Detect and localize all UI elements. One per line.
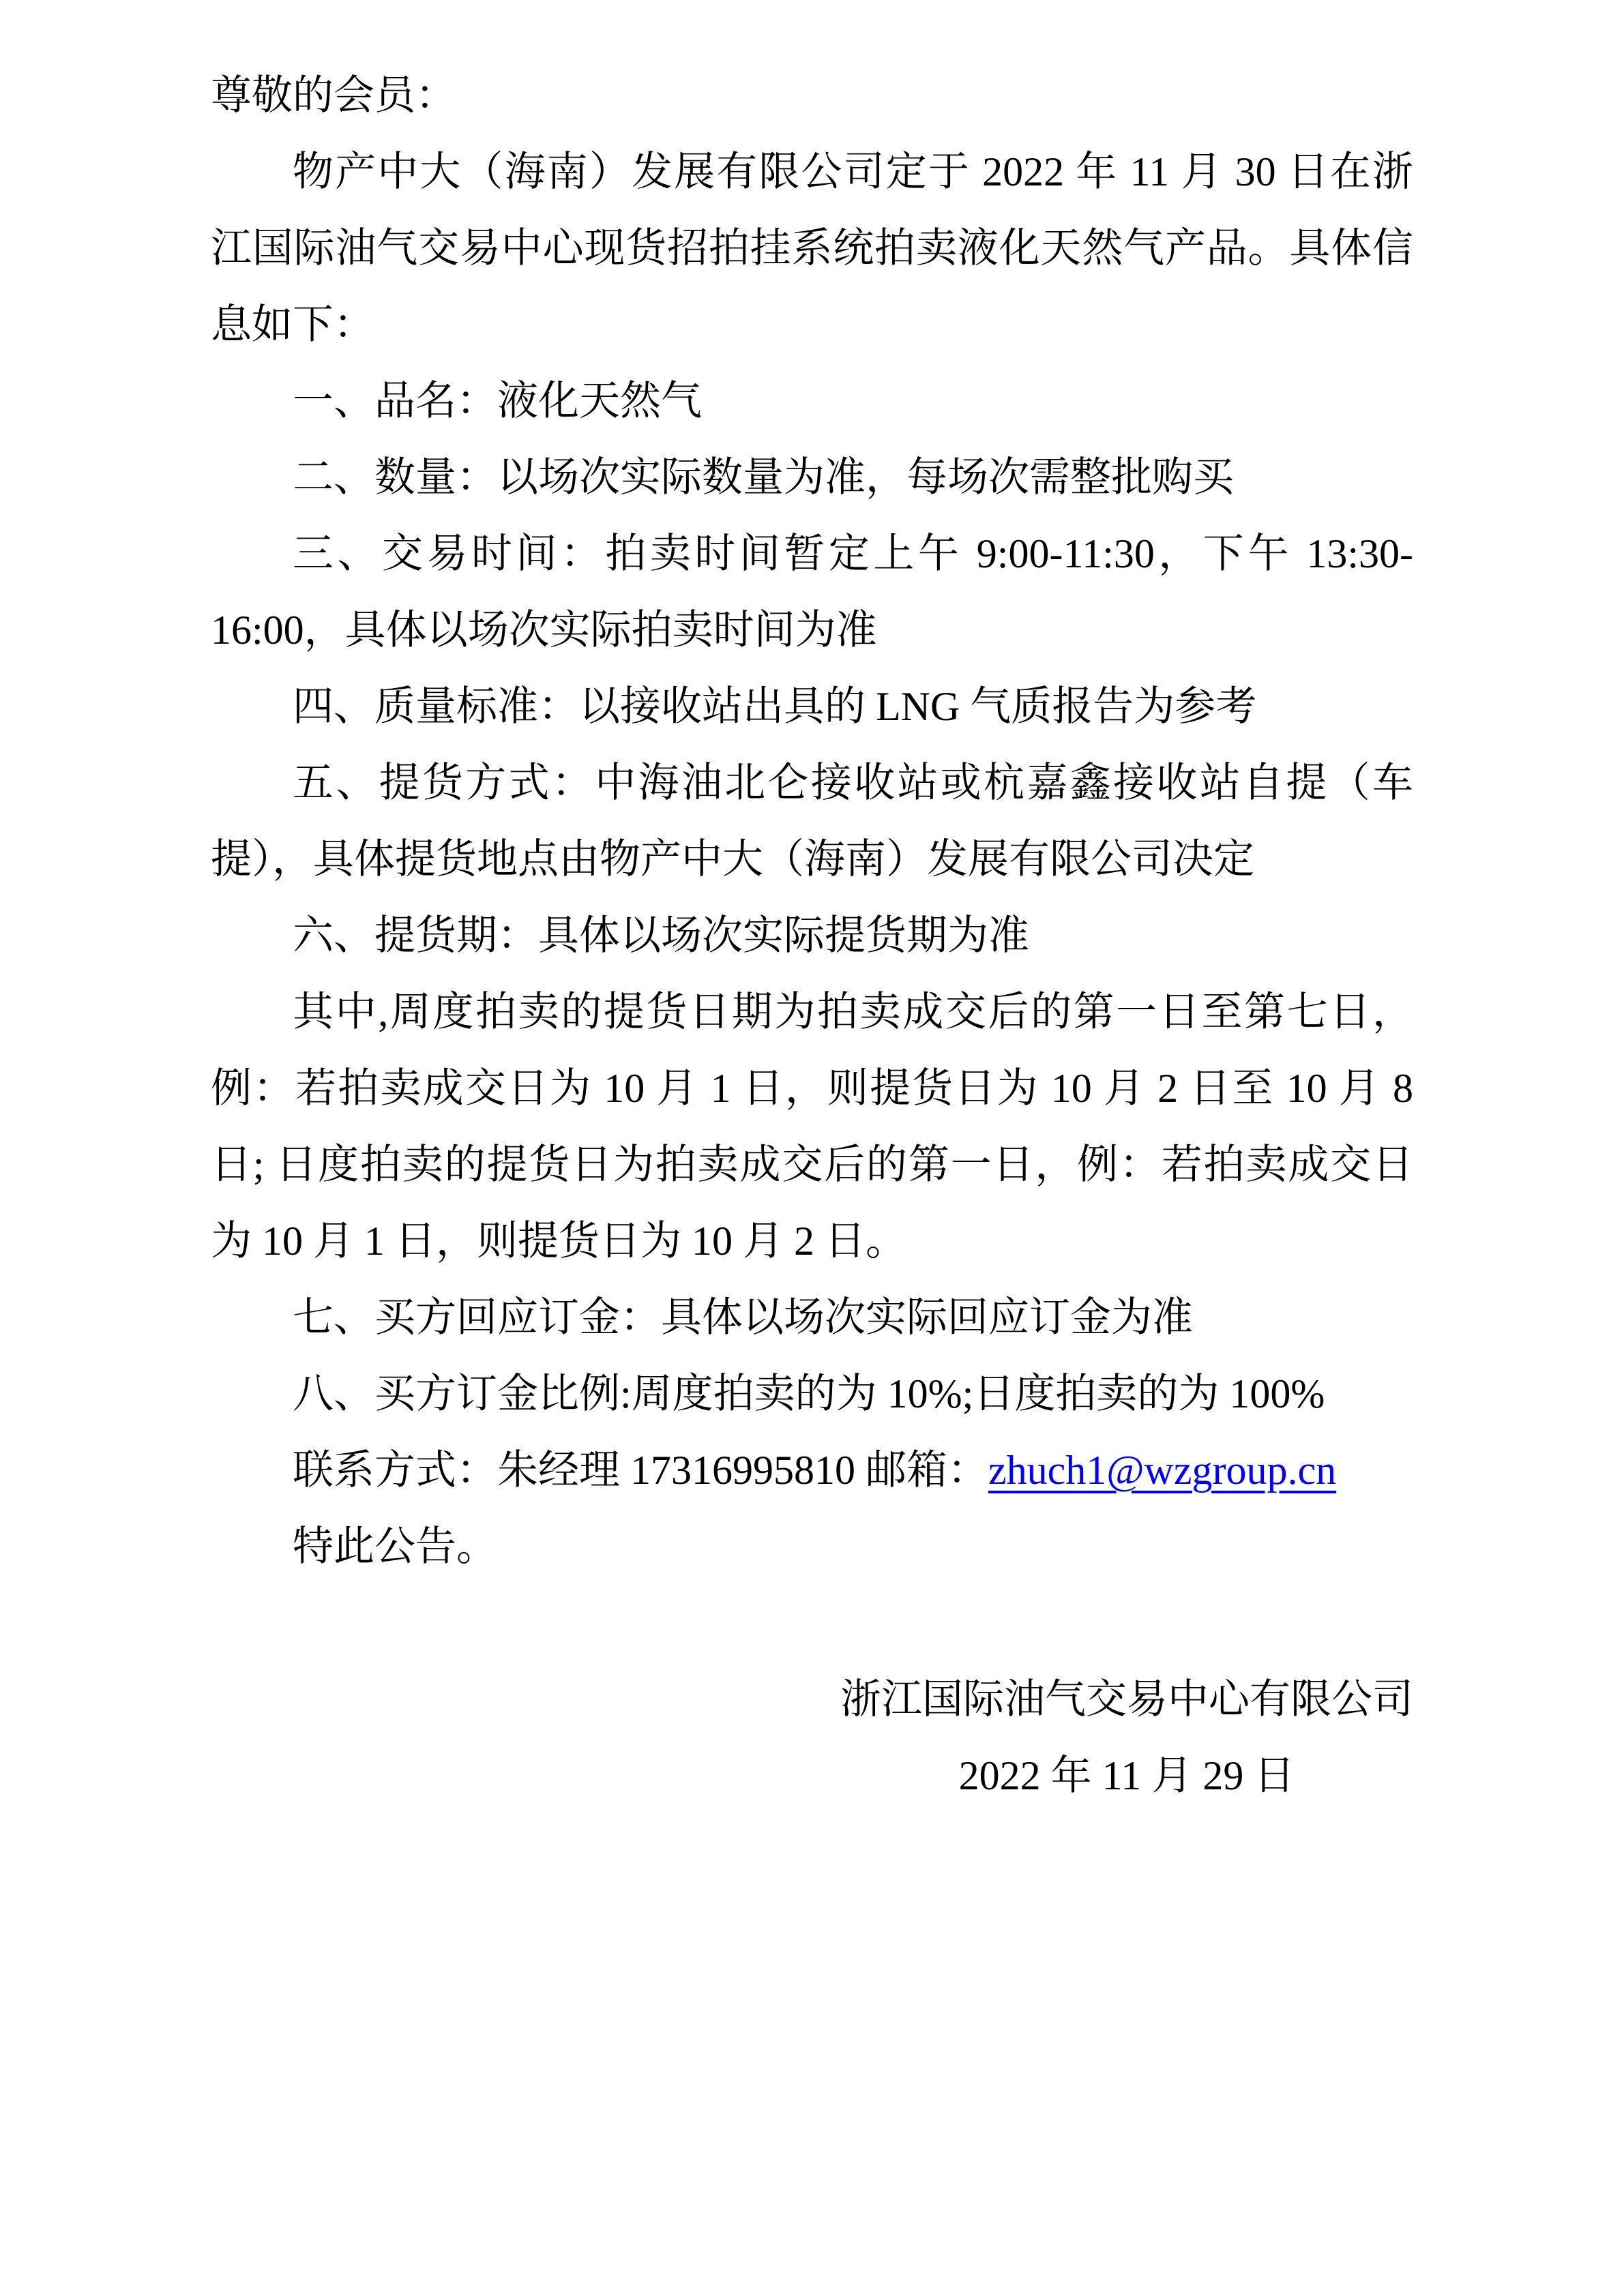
item-delivery-period: 六、提货期：具体以场次实际提货期为准 [293,913,1029,958]
delivery-period-note: 其中,周度拍卖的提货日期为拍卖成交后的第一日至第七日，例：若拍卖成交日为 10 月 1 日，则提货日为 10 月 2 日至 10 月 8 日; 日度拍卖的提货日为拍卖成交后的第一日，例：若拍卖成交日为 10 月 1 日，则提货日为 10 月 2 日。 [211,989,1413,1264]
item-quantity: 二、数量：以场次实际数量为准，每场次需整批购买 [293,455,1234,500]
item-quality-standard: 四、质量标准：以接收站出具的 LNG 气质报告为参考 [293,684,1257,729]
member-greeting: 尊敬的会员： [211,73,456,118]
contact-label: 联系方式：朱经理 17316995810 邮箱： [293,1448,988,1493]
closing-statement: 特此公告。 [293,1524,497,1569]
item-delivery-method: 五、提货方式：中海油北仑接收站或杭嘉鑫接收站自提（车提），具体提货地点由物产中大（海南）发展有限公司决定 [211,760,1413,882]
item-buyer-response-deposit: 七、买方回应订金：具体以场次实际回应订金为准 [293,1295,1193,1340]
item-trading-time: 三、交易时间：拍卖时间暂定上午 9:00-11:30，下午 13:30-16:00，具体以场次实际拍卖时间为准 [211,531,1413,653]
intro-paragraph: 物产中大（海南）发展有限公司定于 2022 年 11 月 30 日在浙江国际油气交易中心现货招拍挂系统拍卖液化天然气产品。具体信息如下： [211,149,1413,347]
contact-info [211,1432,1413,1508]
announcement-date: 2022 年 11 月 29 日 [958,1753,1295,1798]
item-buyer-deposit-ratio: 八、买方订金比例:周度拍卖的为 10%;日度拍卖的为 100% [293,1371,1325,1416]
announcement-body [211,57,1413,1814]
contact-email-link[interactable]: zhuch1@wzgroup.cn [988,1448,1337,1493]
item-product-name: 一、品名：液化天然气 [293,378,702,423]
signature-inner [840,1661,1413,1814]
company-signature: 浙江国际油气交易中心有限公司 [840,1677,1413,1722]
signature-block [211,1661,1413,1814]
